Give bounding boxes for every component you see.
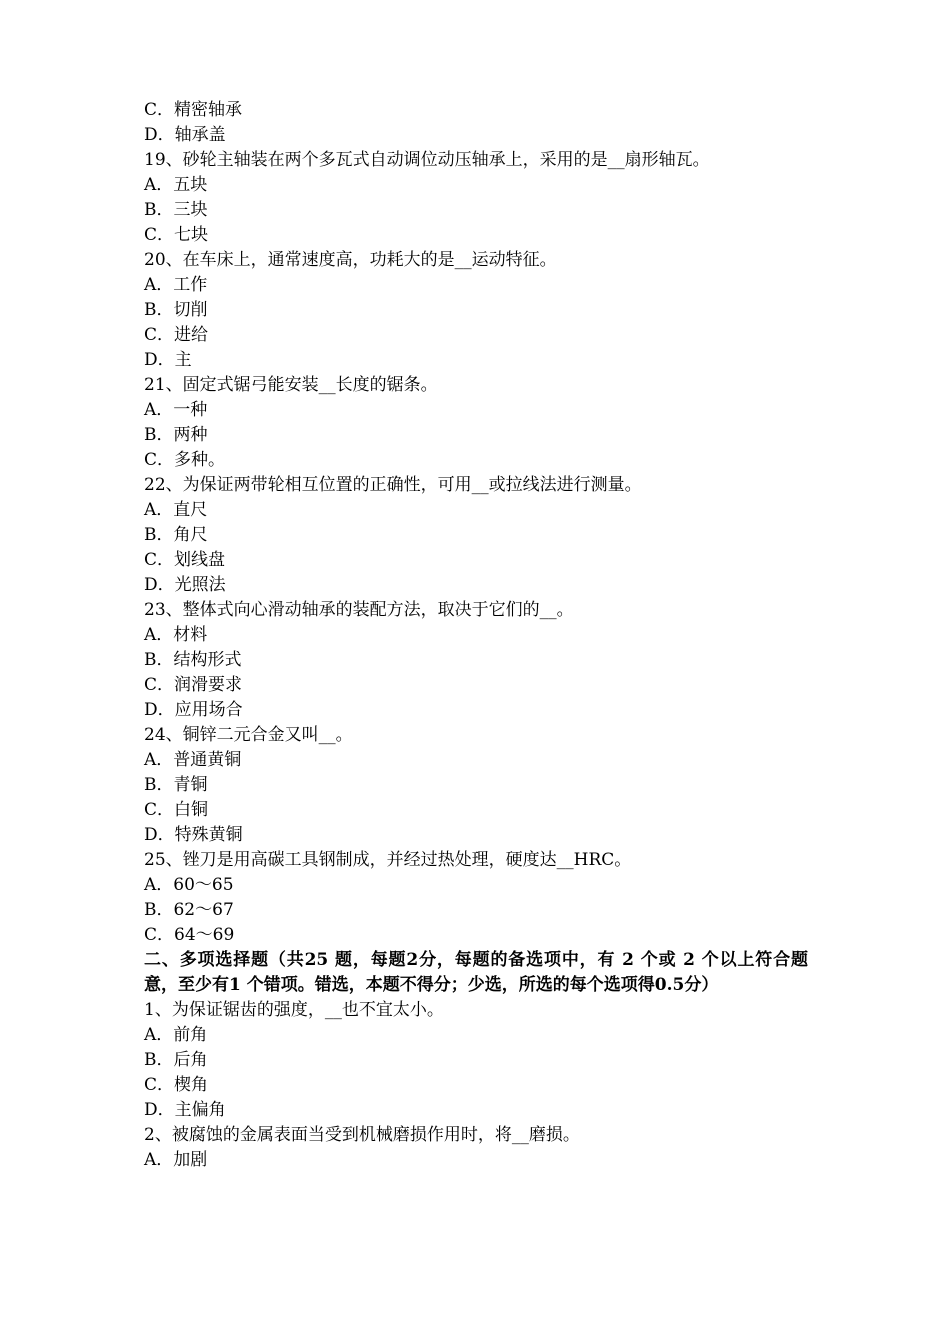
answer-option: D．主 [144, 350, 192, 370]
answer-option: D．应用场合 [144, 700, 243, 720]
answer-option: C．润滑要求 [144, 675, 243, 695]
answer-option: B．角尺 [144, 525, 208, 545]
answer-option: D．轴承盖 [144, 125, 226, 145]
answer-option: B．切削 [144, 300, 208, 320]
answer-option: C．楔角 [144, 1075, 209, 1095]
answer-option: C．白铜 [144, 800, 209, 820]
answer-option: A．材料 [144, 625, 208, 645]
answer-option: A．前角 [144, 1025, 208, 1045]
question-list-multiple-choice [144, 998, 808, 1173]
question-stem: 20、在车床上，通常速度高，功耗大的是__运动特征。 [144, 250, 557, 270]
question-stem: 19、砂轮主轴装在两个多瓦式自动调位动压轴承上，采用的是__扇形轴瓦。 [144, 150, 710, 170]
answer-option: A．60～65 [144, 875, 234, 895]
answer-option: C．64～69 [144, 925, 235, 945]
question-list-single-choice [144, 98, 808, 948]
answer-option: B．62～67 [144, 900, 234, 920]
question-stem: 24、铜锌二元合金又叫__。 [144, 725, 353, 745]
question-stem: 22、为保证两带轮相互位置的正确性，可用__或拉线法进行测量。 [144, 475, 642, 495]
answer-option: A．工作 [144, 275, 208, 295]
answer-option: A．直尺 [144, 500, 208, 520]
answer-option: C．七块 [144, 225, 209, 245]
question-stem: 1、为保证锯齿的强度，__也不宜太小。 [144, 1000, 444, 1020]
answer-option: C．进给 [144, 325, 209, 345]
answer-option: D．光照法 [144, 575, 226, 595]
answer-option: B．三块 [144, 200, 208, 220]
answer-option: C．多种。 [144, 450, 226, 470]
section-heading-multiple-choice: 二、多项选择题（共25 题，每题2分，每题的备选项中，有 2 个或 2 个以上符合题意，至少有1 个错项。错选，本题不得分；少选，所选的每个选项得0.5分） [144, 950, 808, 995]
answer-option: C．划线盘 [144, 550, 226, 570]
answer-option: A．一种 [144, 400, 208, 420]
answer-option: B．青铜 [144, 775, 208, 795]
answer-option: A．五块 [144, 175, 208, 195]
answer-option: D．特殊黄铜 [144, 825, 243, 845]
question-stem: 23、整体式向心滑动轴承的装配方法，取决于它们的__。 [144, 600, 574, 620]
answer-option: A．普通黄铜 [144, 750, 242, 770]
question-stem: 25、锉刀是用高碳工具钢制成，并经过热处理，硬度达__HRC。 [144, 850, 632, 870]
answer-option: B．后角 [144, 1050, 208, 1070]
answer-option: C．精密轴承 [144, 100, 243, 120]
answer-option: B．结构形式 [144, 650, 242, 670]
answer-option: D．主偏角 [144, 1100, 226, 1120]
question-stem: 21、固定式锯弓能安装__长度的锯条。 [144, 375, 438, 395]
answer-option: B．两种 [144, 425, 208, 445]
question-stem: 2、被腐蚀的金属表面当受到机械磨损作用时，将__磨损。 [144, 1125, 580, 1145]
document-page [144, 98, 808, 1173]
answer-option: A．加剧 [144, 1150, 208, 1170]
